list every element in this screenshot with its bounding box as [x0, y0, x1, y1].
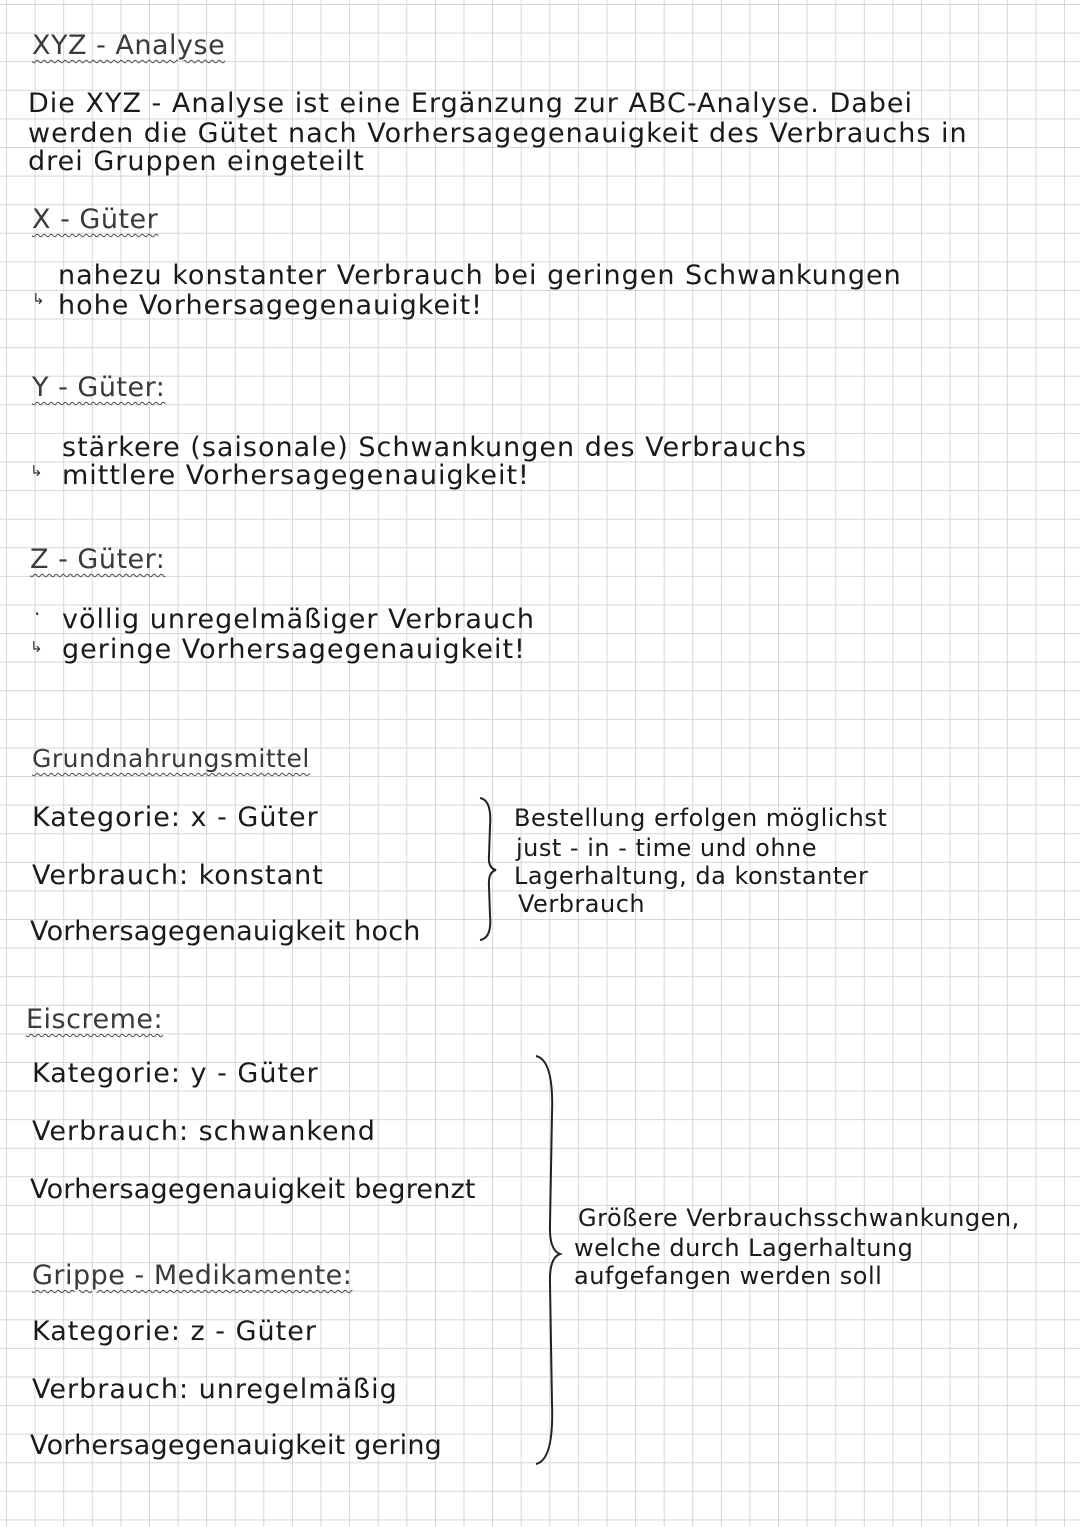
note-2-line-3: aufgefangen werden soll: [574, 1262, 883, 1290]
z-goods-heading: Z - Güter:: [30, 544, 166, 575]
note-2-line-2: welche durch Lagerhaltung: [574, 1234, 914, 1262]
note-1-line-4: Verbrauch: [518, 890, 646, 918]
y-goods-line-1: stärkere (saisonale) Schwankungen des Verbrauchs: [62, 432, 808, 463]
x-goods-heading: X - Güter: [32, 204, 159, 235]
bullet-icon: ·: [34, 602, 41, 626]
example-2-vorhersage: Vorhersagegenauigkeit begrenzt: [30, 1174, 476, 1205]
intro-line-3: drei Gruppen eingeteilt: [28, 146, 365, 177]
example-2-kategorie: Kategorie: y - Güter: [32, 1058, 319, 1089]
z-goods-line-1: völlig unregelmäßiger Verbrauch: [62, 604, 536, 635]
z-goods-line-2: geringe Vorhersagegenauigkeit!: [62, 634, 526, 665]
y-goods-heading: Y - Güter:: [32, 372, 166, 403]
intro-line-2: werden die Gütet nach Vorhersagegenauigkeit des Verbrauchs in: [28, 118, 968, 149]
example-2-verbrauch: Verbrauch: schwankend: [32, 1116, 376, 1147]
note-2-line-1: Größere Verbrauchsschwankungen,: [578, 1204, 1020, 1232]
example-heading-eiscreme: Eiscreme:: [26, 1004, 164, 1035]
page-title: XYZ - Analyse: [32, 30, 226, 61]
example-1-vorhersage: Vorhersagegenauigkeit hoch: [30, 916, 421, 947]
arrow-icon: ↳: [30, 638, 43, 656]
example-3-kategorie: Kategorie: z - Güter: [32, 1316, 317, 1347]
intro-line-1: Die XYZ - Analyse ist eine Ergänzung zur ABC-Analyse. Dabei: [28, 88, 914, 119]
brace-2: [532, 1054, 562, 1466]
arrow-icon: ↳: [32, 290, 45, 308]
x-goods-line-1: nahezu konstanter Verbrauch bei geringen Schwankungen: [58, 260, 902, 291]
example-3-verbrauch: Verbrauch: unregelmäßig: [32, 1374, 398, 1405]
example-1-verbrauch: Verbrauch: konstant: [32, 860, 324, 891]
note-1-line-2: just - in - time und ohne: [516, 834, 818, 862]
y-goods-line-2: mittlere Vorhersagegenauigkeit!: [62, 460, 530, 491]
note-1-line-3: Lagerhaltung, da konstanter: [514, 862, 869, 890]
example-heading-grundnahrungsmittel: Grundnahrungsmittel: [32, 744, 310, 773]
note-1-line-1: Bestellung erfolgen möglichst: [514, 804, 888, 832]
arrow-icon: ↳: [30, 462, 43, 480]
x-goods-line-2: hohe Vorhersagegenauigkeit!: [58, 290, 483, 321]
example-3-vorhersage: Vorhersagegenauigkeit gering: [30, 1430, 443, 1461]
example-1-kategorie: Kategorie: x - Güter: [32, 802, 319, 833]
brace-1: [476, 796, 498, 942]
example-heading-grippe-medikamente: Grippe - Medikamente:: [32, 1260, 353, 1291]
